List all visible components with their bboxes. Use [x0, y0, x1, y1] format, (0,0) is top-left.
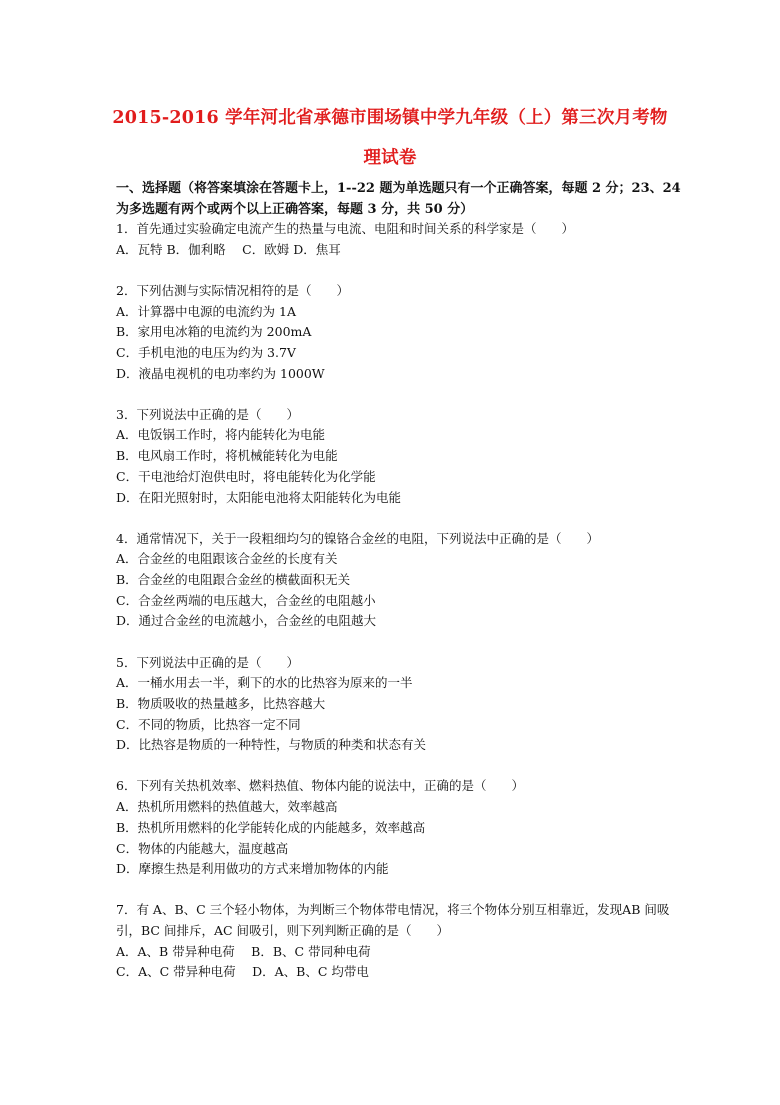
question-stem: 6．下列有关热机效率、燃料热值、物体内能的说法中，正确的是（ ） — [116, 778, 524, 794]
option-c: C．合金丝两端的电压越大，合金丝的电阻越小 — [116, 592, 376, 608]
exam-title-line-1: 2015-2016 学年河北省承德市围场镇中学九年级（上）第三次月考物 — [112, 108, 668, 128]
option-d: D．摩擦生热是利用做功的方式来增加物体的内能 — [116, 861, 389, 877]
option-c: C．物体的内能越大，温度越高 — [116, 840, 289, 856]
options-cd: C．A、C 带异种电荷 D．A、B、C 均带电 — [116, 964, 369, 980]
option-b: B．电风扇工作时，将机械能转化为电能 — [116, 448, 338, 464]
question-stem: 5．下列说法中正确的是（ ） — [116, 654, 299, 670]
question-stem: 7．有 A、B、C 三个轻小物体，为判断三个物体带电情况，将三个物体分别互相靠近，发现AB 间吸引，BC 间排斥，AC 间吸引，则下列判断正确的是（ ） — [116, 902, 670, 939]
question-stem: 1．首先通过实验确定电流产生的热量与电流、电阻和时间关系的科学家是（ ） — [116, 221, 574, 236]
option-d: D．通过合金丝的电流越小，合金丝的电阻越大 — [116, 613, 377, 629]
question-stem: 3．下列说法中正确的是（ ） — [116, 406, 299, 422]
option-a: A．一桶水用去一半，剩下的水的比热容为原来的一半 — [116, 675, 413, 691]
question-stem: 4．通常情况下，关于一段粗细均匀的镍铬合金丝的电阻，下列说法中正确的是（ ） — [116, 530, 599, 546]
options-ab: A．A、B 带异种电荷 B．B、C 带同种电荷 — [116, 943, 371, 959]
exam-title-line-2: 理试卷 — [363, 148, 417, 168]
option-a: A．电饭锅工作时，将内能转化为电能 — [116, 427, 326, 443]
question-stem: 2．下列估测与实际情况相符的是（ ） — [116, 282, 349, 298]
section-heading: 一、选择题（将答案填涂在答题卡上，1--22 题为单选题只有一个正确答案，每题 2 分；23、24 为多选题有两个或两个以上正确答案，每题 3 分，共 50 分） — [116, 181, 681, 217]
option-a: A．合金丝的电阻跟该合金丝的长度有关 — [116, 551, 338, 567]
option-c: C．不同的物质，比热容一定不同 — [116, 716, 301, 732]
option-a: A．热机所用燃料的热值越大，效率越高 — [116, 799, 338, 815]
option-c: C．手机电池的电压为约为 3.7V — [116, 344, 296, 360]
option-d: D．液晶电视机的电功率约为 1000W — [116, 365, 325, 381]
question-4 — [116, 529, 684, 633]
question-options: A．瓦特 B．伽利略 C．欧姆 D．焦耳 — [116, 241, 341, 257]
option-a: A．计算器中电源的电流约为 1A — [116, 303, 296, 319]
question-7 — [116, 900, 684, 983]
option-b: B．物质吸收的热量越多，比热容越大 — [116, 695, 326, 711]
question-list — [116, 219, 684, 1004]
question-2 — [116, 281, 684, 385]
option-d: D．在阳光照射时，太阳能电池将太阳能转化为电能 — [116, 489, 402, 505]
question-5 — [116, 653, 684, 757]
option-d: D．比热容是物质的一种特性，与物质的种类和状态有关 — [116, 737, 427, 753]
option-b: B．热机所用燃料的化学能转化成的内能越多，效率越高 — [116, 819, 426, 835]
question-3 — [116, 405, 684, 509]
option-b: B．家用电冰箱的电流约为 200mA — [116, 324, 312, 340]
question-6 — [116, 776, 684, 880]
option-b: B．合金丝的电阻跟合金丝的横截面积无关 — [116, 572, 351, 588]
option-c: C．干电池给灯泡供电时，将电能转化为化学能 — [116, 468, 376, 484]
question-1 — [116, 219, 684, 260]
